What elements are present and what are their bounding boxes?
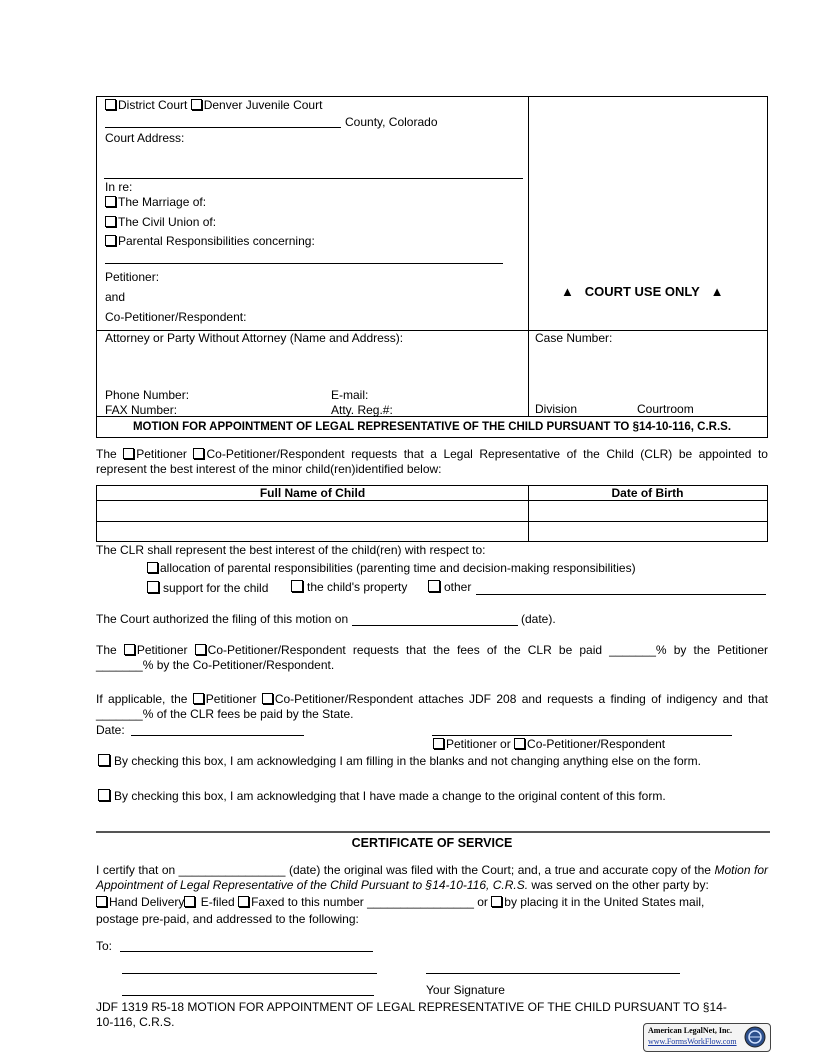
logo-url: www.FormsWorkFlow.com xyxy=(648,1037,737,1046)
clr-intro: The CLR shall represent the best interest of the child(ren) with respect to: xyxy=(96,543,486,557)
marriage-label: The Marriage of: xyxy=(118,195,207,209)
address-blank[interactable] xyxy=(122,973,377,974)
american-legalnet-logo[interactable] xyxy=(643,1023,771,1052)
faxed-label: Faxed to this number ________________ or xyxy=(251,895,488,909)
phone-label: Phone Number: xyxy=(105,388,190,402)
request-paragraph xyxy=(96,447,768,477)
your-signature-blank[interactable] xyxy=(426,973,680,974)
signer-petitioner-label: Petitioner or xyxy=(446,737,511,751)
globe-icon xyxy=(744,1026,766,1048)
denver-juvenile-checkbox[interactable] xyxy=(191,99,202,110)
indigency-co-petitioner-label: Co-Petitioner/Respondent xyxy=(274,692,413,706)
authorized-date-blank[interactable] xyxy=(352,625,518,626)
caption-divider xyxy=(528,97,529,416)
county-label: County, Colorado xyxy=(345,115,438,129)
date-blank[interactable] xyxy=(131,735,304,736)
hand-delivery-label: Hand Delivery xyxy=(109,895,185,909)
signer-role-row xyxy=(433,737,665,751)
postage-text: postage pre-paid, and addressed to the following: xyxy=(96,912,359,926)
property-row xyxy=(291,580,407,594)
allocation-label: allocation of parental responsibilities (parenting time and decision-making responsibilities) xyxy=(160,561,636,575)
parental-label: Parental Responsibilities concerning: xyxy=(118,234,315,248)
indigency-text-2: _______% of the CLR fees be paid by the State. xyxy=(96,707,354,721)
ack-change-checkbox[interactable] xyxy=(98,789,110,801)
other-label: other xyxy=(444,580,472,594)
email-label: E-mail: xyxy=(331,388,369,402)
property-checkbox[interactable] xyxy=(291,580,303,592)
allocation-checkbox[interactable] xyxy=(147,562,158,573)
fees-text-1: requests that the fees of the CLR be paid _______% by the Petitioner xyxy=(352,643,768,657)
hand-delivery-checkbox[interactable] xyxy=(96,896,107,907)
indigency-petitioner-label: Petitioner xyxy=(205,692,257,706)
parental-row xyxy=(105,234,315,248)
ack-blanks-label: By checking this box, I am acknowledging I am filling in the blanks and not changing anything else on the form. xyxy=(114,754,702,768)
child-name-cell[interactable] xyxy=(97,522,527,541)
certificate-heading: CERTIFICATE OF SERVICE xyxy=(351,836,513,850)
petitioner-label: Petitioner: xyxy=(105,270,160,284)
date-label: Date: xyxy=(96,723,125,737)
address-blank[interactable] xyxy=(122,995,374,996)
fees-paragraph xyxy=(96,643,768,673)
court-type-row xyxy=(105,98,322,112)
header-date-of-birth: Date of Birth xyxy=(611,486,684,500)
child-table xyxy=(96,485,768,542)
property-label: the child's property xyxy=(307,580,408,594)
mail-label: by placing it in the United States mail, xyxy=(504,895,705,909)
district-court-checkbox[interactable] xyxy=(105,99,116,110)
header-full-name: Full Name of Child xyxy=(259,486,366,500)
signer-petitioner-checkbox[interactable] xyxy=(433,738,444,749)
support-checkbox[interactable] xyxy=(147,581,159,593)
civil-union-checkbox[interactable] xyxy=(105,216,116,227)
denver-juvenile-label: Denver Juvenile Court xyxy=(203,98,323,112)
delivery-row xyxy=(96,895,768,909)
to-label: To: xyxy=(96,939,113,953)
fax-label: FAX Number: xyxy=(105,403,178,417)
ack-blanks-checkbox[interactable] xyxy=(98,754,110,766)
indigency-if: If applicable, the xyxy=(96,692,188,706)
other-blank[interactable] xyxy=(476,594,766,595)
child-dob-cell[interactable] xyxy=(529,501,767,521)
certificate-text-1: I certify that on ________________ (date) the original was filed with the Court; and, a true and accurate copy of the xyxy=(96,863,711,877)
child-dob-cell[interactable] xyxy=(529,522,767,541)
and-label: and xyxy=(105,290,126,304)
fees-the: The xyxy=(96,643,117,657)
fees-petitioner-checkbox[interactable] xyxy=(124,644,135,655)
request-petitioner-label: Petitioner xyxy=(136,447,187,461)
case-number-label: Case Number: xyxy=(535,331,613,345)
fees-text-2: _______% by the Co-Petitioner/Respondent. xyxy=(96,658,335,672)
court-use-only xyxy=(561,284,724,299)
civil-union-row xyxy=(105,215,216,229)
section-divider xyxy=(96,831,770,833)
address-blank[interactable] xyxy=(120,951,373,952)
indigency-paragraph xyxy=(96,692,768,722)
authorized-text: The Court authorized the filing of this motion on xyxy=(96,612,349,626)
request-co-petitioner-checkbox[interactable] xyxy=(193,448,204,459)
ack-blanks-row xyxy=(98,754,701,768)
court-address-label: Court Address: xyxy=(105,131,185,145)
arrow-up-icon: ▲ xyxy=(710,284,724,299)
faxed-checkbox[interactable] xyxy=(238,896,249,907)
indigency-co-petitioner-checkbox[interactable] xyxy=(262,693,273,704)
courtroom-label: Courtroom xyxy=(637,402,694,416)
certificate-text-2: was served on the other party by: xyxy=(531,878,709,892)
fees-co-petitioner-label: Co-Petitioner/Respondent xyxy=(207,643,346,657)
in-re-label: In re: xyxy=(105,180,133,194)
indigency-text-1: attaches JDF 208 and requests a finding of indigency and that xyxy=(418,692,768,706)
indigency-petitioner-checkbox[interactable] xyxy=(193,693,204,704)
attorney-label: Attorney or Party Without Attorney (Name and Address): xyxy=(105,331,404,345)
signer-co-petitioner-label: Co-Petitioner/Respondent xyxy=(527,737,666,751)
your-signature-label: Your Signature xyxy=(426,983,505,997)
district-court-label: District Court xyxy=(118,98,188,112)
arrow-up-icon: ▲ xyxy=(561,284,574,299)
mail-checkbox[interactable] xyxy=(491,896,502,907)
caption-table xyxy=(96,96,768,438)
efiled-label: E-filed xyxy=(200,895,235,909)
civil-union-label: The Civil Union of: xyxy=(118,215,217,229)
support-row xyxy=(147,581,268,595)
certificate-motion-title: Motion for Appointment of Legal Representative of the Child Pursuant to §14-10-116, C.R.S. xyxy=(96,863,768,892)
ack-change-row xyxy=(98,789,666,803)
marriage-checkbox[interactable] xyxy=(105,196,116,207)
parental-blank[interactable] xyxy=(105,263,503,264)
co-petitioner-label: Co-Petitioner/Respondent: xyxy=(105,310,247,324)
fees-petitioner-label: Petitioner xyxy=(136,643,188,657)
signature-blank[interactable] xyxy=(432,735,732,736)
other-row xyxy=(428,580,471,594)
parental-checkbox[interactable] xyxy=(105,235,116,246)
footer-line-2: 10-116, C.R.S. xyxy=(96,1015,175,1029)
logo-name: American LegalNet, Inc. xyxy=(648,1026,732,1035)
marriage-row xyxy=(105,195,206,209)
request-the: The xyxy=(96,447,117,461)
fees-co-petitioner-checkbox[interactable] xyxy=(195,644,206,655)
allocation-row xyxy=(147,561,636,575)
request-co-petitioner-label: Co-Petitioner/Respondent xyxy=(206,447,345,461)
support-label: support for the child xyxy=(163,581,269,595)
court-use-only-label: COURT USE ONLY xyxy=(584,284,700,299)
certificate-paragraph xyxy=(96,863,768,893)
footer-line-1: JDF 1319 R5-18 MOTION FOR APPOINTMENT OF LEGAL REPRESENTATIVE OF THE CHILD PURSUANT TO §14- xyxy=(96,1000,727,1014)
ack-change-label: By checking this box, I am acknowledging that I have made a change to the original content of this form. xyxy=(114,789,666,803)
atty-reg-label: Atty. Reg.#: xyxy=(331,403,393,417)
court-address-line xyxy=(104,178,523,179)
request-text: requests that a Legal Representative of the Child (CLR) be appointed to represent the best interest of the minor child(ren)identified below: xyxy=(96,447,768,476)
division-label: Division xyxy=(535,402,578,416)
county-blank[interactable] xyxy=(105,127,341,128)
signer-co-petitioner-checkbox[interactable] xyxy=(514,738,525,749)
caption-divider xyxy=(97,416,767,417)
request-petitioner-checkbox[interactable] xyxy=(123,448,134,459)
other-checkbox[interactable] xyxy=(428,580,440,592)
authorized-date-label: (date). xyxy=(521,612,556,626)
form-title: MOTION FOR APPOINTMENT OF LEGAL REPRESENTATIVE OF THE CHILD PURSUANT TO §14-10-116, C.R.S. xyxy=(132,421,732,433)
efiled-checkbox[interactable] xyxy=(184,896,195,907)
child-name-cell[interactable] xyxy=(97,501,527,521)
